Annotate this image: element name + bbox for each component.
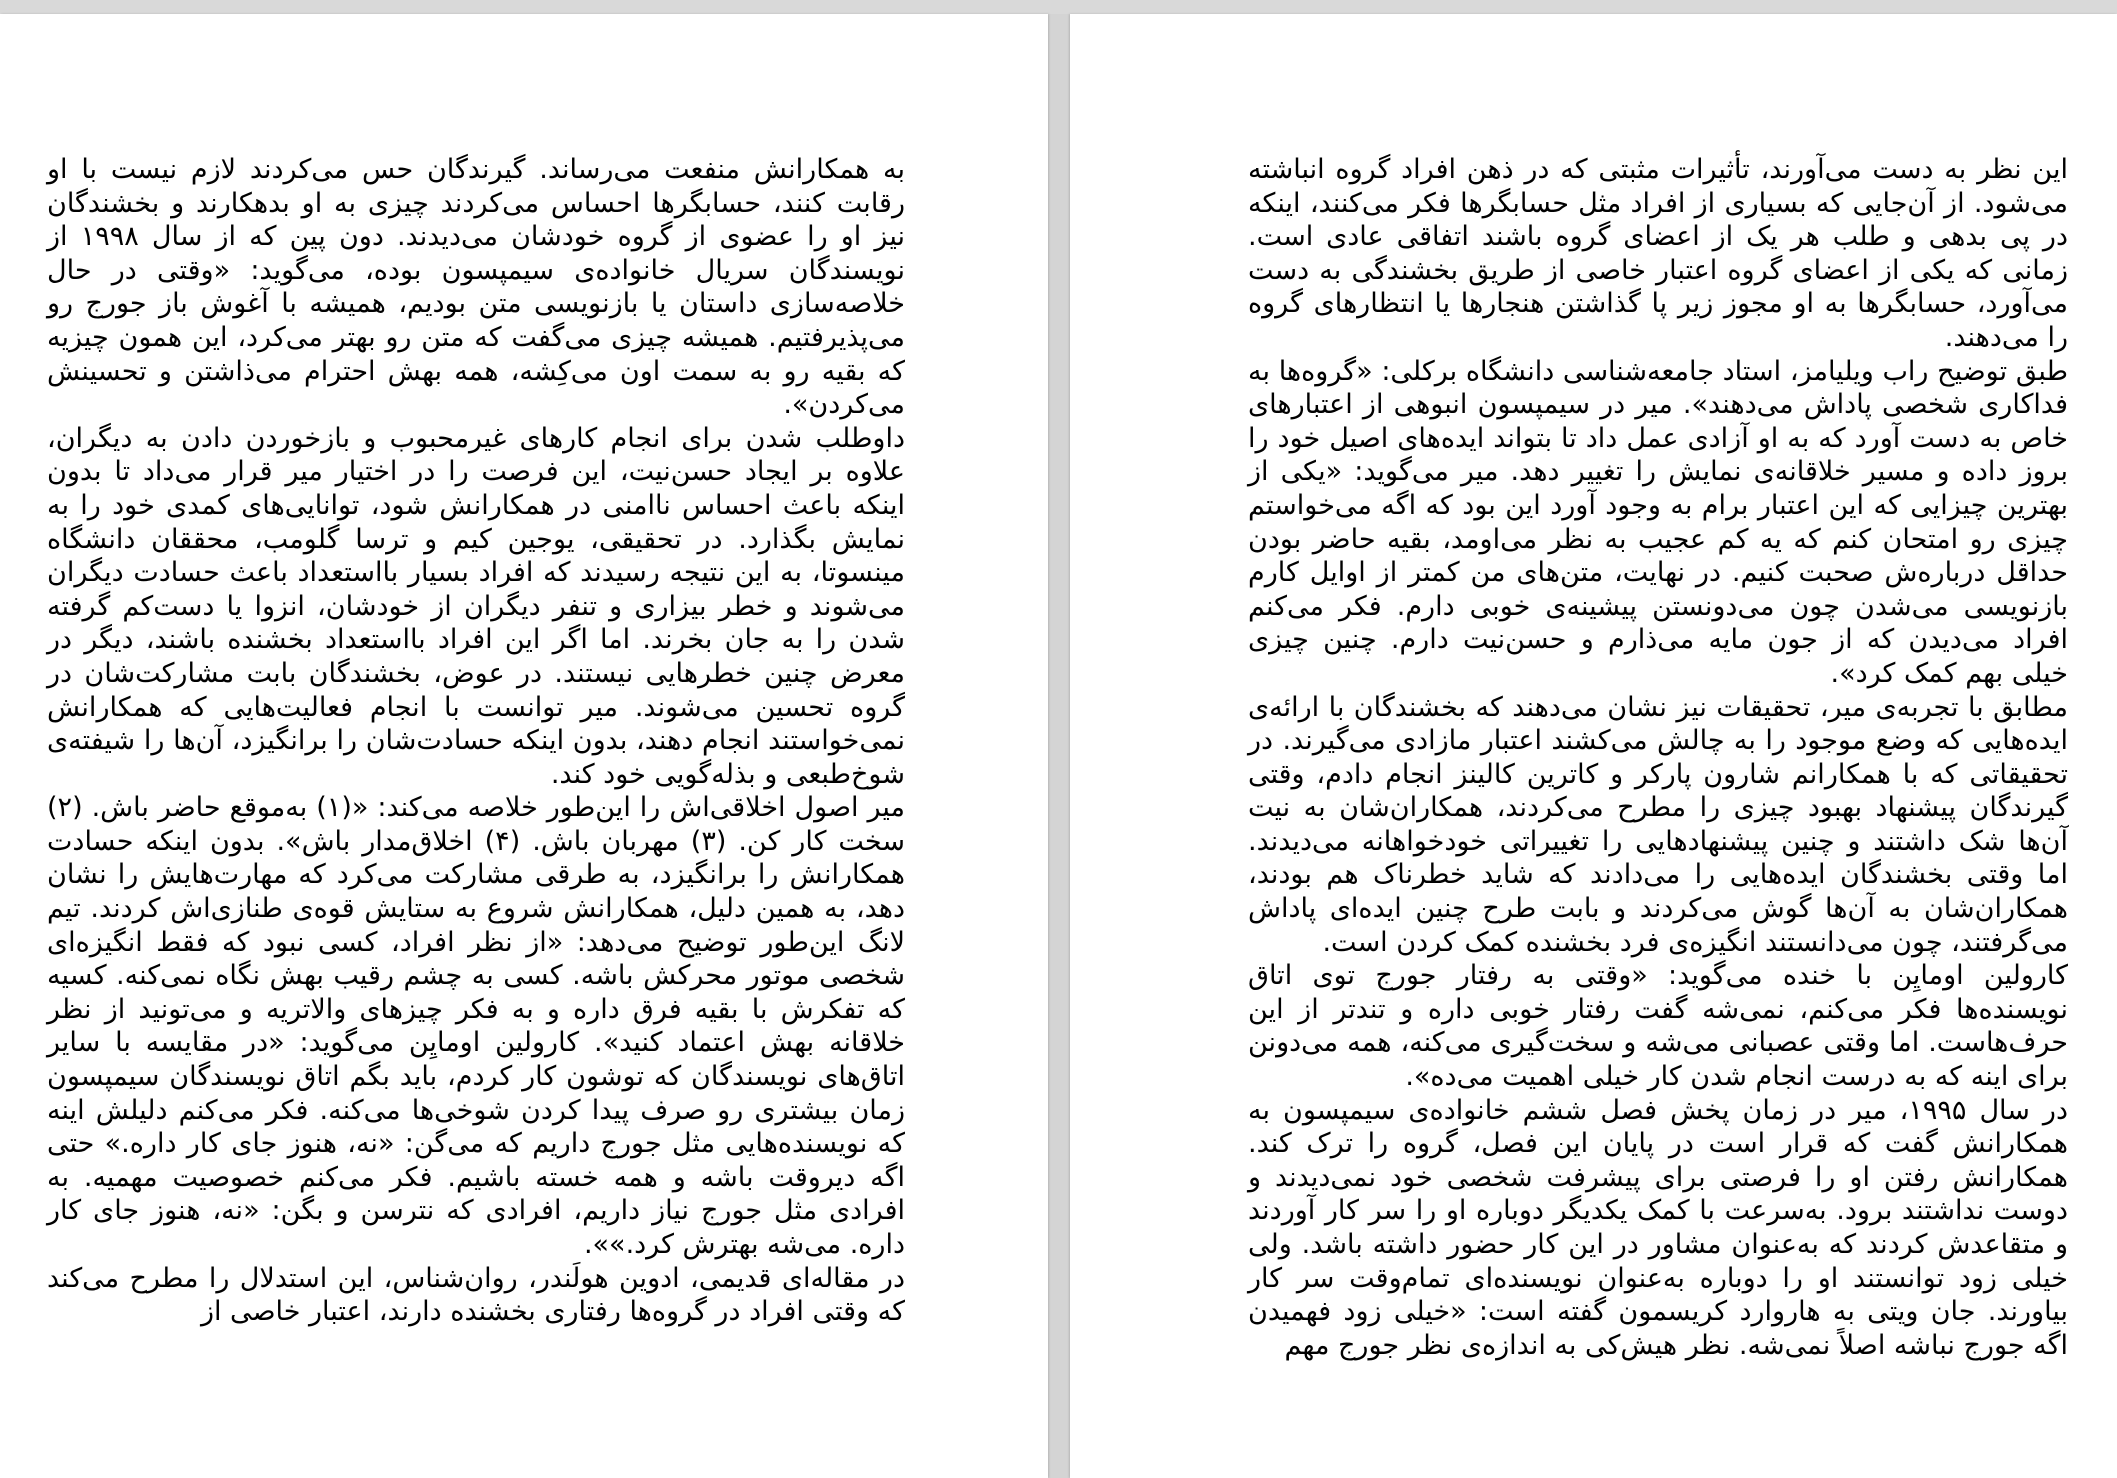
paragraph: در سال ۱۹۹۵، میر در زمان پخش فصل ششم خانواده‌ی سیمپسون به همکارانش گفت که قرار است در پایان این فصل، گروه را ترک کند. همکارانش رفتن او را فرصتی برای پیشرفت شخصی خود نمی‌دیدند و دوست نداشتند برود. به‌سرعت با کمک یکدیگر دوباره او را سر کار آوردند و متقاعدش کردند که به‌عنوان مشاور در این کار حضور داشته باشد. ولی خیلی زود توانستند او را دوباره به‌عنوان نویسنده‌ای تمام‌وقت سر کار بیاورند. جان ویتی به هاروارد کریسمون گفته است: «خیلی زود فهمیدن اگه جورج نباشه اصلاً نمی‌شه. نظر هیش‌کی به اندازه‌ی نظر جورج مهم xyxy=(1248,1094,2068,1361)
paragraph: میر اصول اخلاقی‌اش را این‌طور خلاصه می‌کند: «(۱) به‌موقع حاضر باش. (۲) سخت کار کن. (۳) مهربان باش. (۴) اخلاق‌مدار باش». بدون اینکه حسادت همکارانش را برانگیزد، به طرقی مشارکت می‌کرد که مهارت‌هایش را نشان دهد، به همین دلیل، همکارانش شروع به ستایش قوه‌ی طنازی‌اش کردند. تیم لانگ این‌طور توضیح می‌دهد: «از نظر افراد، کسی نبود که فقط انگیزه‌ای شخصی موتور محرکش باشه. کسی به چشم رقیب بهش نگاه نمی‌کنه. کسیه که تفکرش با بقیه فرق داره و به فکر چیزهای والاتریه و می‌تونید از نظر خلاقانه بهش اعتماد کنید». کارولین اومایِن می‌گوید: «در مقایسه با سایر اتاق‌های نویسندگان که توشون کار کردم، باید بگم اتاق نویسندگان سیمپسون زمان بیشتری رو صرف پیدا کردن شوخی‌ها می‌کنه. فکر می‌کنم دلیلش اینه که نویسنده‌هایی مثل جورج داریم که می‌گن: «نه، هنوز جای کار داره.» حتی اگه دیروقت باشه و همه خسته باشیم. فکر می‌کنم خصوصیت مهمیه. به افرادی مثل جورج نیاز داریم، افرادی که نترسن و بگن: «نه، هنوز جای کار داره. می‌شه بهترش کرد.»». xyxy=(47,792,905,1260)
page-left xyxy=(0,14,1048,1478)
paragraph: این نظر به دست می‌آورند، تأثیرات مثبتی که در ذهن افراد گروه انباشته می‌شود. از آن‌جایی که بسیاری از افراد مثل حسابگرها فکر می‌کنند، اینکه در پی بدهی و طلب هر یک از اعضای گروه باشند اتفاقی عادی است. زمانی که یکی از اعضای گروه اعتبار خاصی از طریق بخشندگی به دست می‌آورد، حسابگرها به او مجوز زیر پا گذاشتن هنجارها یا انتظارهای گروه را می‌دهند. xyxy=(1248,154,2068,353)
paragraph: در مقاله‌ای قدیمی، ادوین هولَندر، روان‌شناس، این استدلال را مطرح می‌کند که وقتی افراد در گروه‌ها رفتاری بخشنده دارند، اعتبار خاصی از xyxy=(47,1262,905,1328)
paragraph: به همکارانش منفعت می‌رساند. گیرندگان حس می‌کردند لازم نیست با او رقابت کنند، حسابگرها احساس می‌کردند چیزی به او بدهکارند و بخشندگان نیز او را عضوی از گروه خودشان می‌دیدند. دون پین که از سال ۱۹۹۸ از نویسندگان سریال خانواده‌ی سیمپسون بوده، می‌گوید: «وقتی در حال خلاصه‌سازی داستان یا بازنویسی متن بودیم، همیشه با آغوش باز جورج رو می‌پذیرفتیم. همیشه چیزی می‌گفت که متن رو بهتر می‌کرد، این همون چیزیه که بقیه رو به سمت اون می‌کِشه، همه بهش احترام می‌ذاشتن و تحسینش می‌کردن». xyxy=(47,154,905,421)
paragraph: مطابق با تجربه‌ی میر، تحقیقات نیز نشان می‌دهند که بخشندگان با ارائه‌ی ایده‌هایی که وضع موجود را به چالش می‌کشند اعتبار مازادی می‌گیرند. در تحقیقاتی که با همکارانم شارون پارکر و کاترین کالینز انجام دادم، وقتی گیرندگان پیشنهاد بهبود چیزی را مطرح می‌کردند، همکاران‌شان به نیت آن‌ها شک داشتند و چنین پیشنهادهایی را تغییراتی خودخواهانه می‌دیدند. اما وقتی بخشندگان ایده‌هایی را می‌دادند که شاید خطرناک هم بودند، همکاران‌شان به آن‌ها گوش می‌کردند و بابت طرح چنین ایده‌ای پاداش می‌گرفتند، چون می‌دانستند انگیزه‌ی فرد بخشنده کمک کردن است. xyxy=(1248,691,2068,958)
paragraph: داوطلب شدن برای انجام کارهای غیرمحبوب و بازخوردن دادن به دیگران، علاوه بر ایجاد حسن‌نیت، این فرصت را در اختیار میر قرار می‌داد تا بدون اینکه باعث احساس ناامنی در همکارانش شود، توانایی‌های کمدی خود را به نمایش بگذارد. در تحقیقی، یوجین کیم و ترسا گلومب، محققان دانشگاه مینسوتا، به این نتیجه رسیدند که افراد بسیار بااستعداد باعث حسادت دیگران می‌شوند و خطر بیزاری و تنفر دیگران از خودشان، انزوا یا دست‌کم گرفته شدن را به جان بخرند. اما اگر این افراد بااستعداد بخشنده باشند، دیگر در معرض چنین خطرهایی نیستند. در عوض، بخشندگان بابت مشارکت‌شان در گروه تحسین می‌شوند. میر توانست با انجام فعالیت‌هایی که همکارانش نمی‌خواستند انجام دهند، بدون اینکه حسادت‌شان را برانگیزد، آن‌ها را شیفته‌ی شوخ‌طبعی و بذله‌گویی خود کند. xyxy=(47,422,905,790)
viewer-top-strip xyxy=(0,0,2117,14)
paragraph: کارولین اومایِن با خنده می‌گوید: «وقتی به رفتار جورج توی اتاق نویسنده‌ها فکر می‌کنم، نمی‌شه گفت رفتار خوبی داره و تندتر از این حرف‌هاست. اما وقتی عصبانی می‌شه و سخت‌گیری می‌کنه، همه می‌دونن برای اینه که به درست انجام شدن کار خیلی اهمیت می‌ده». xyxy=(1248,960,2068,1093)
page-left-text xyxy=(47,153,905,1329)
paragraph: طبق توضیح راب ویلیامز، استاد جامعه‌شناسی دانشگاه برکلی: «گروه‌ها به فداکاری شخصی پاداش می‌دهند». میر در سیمپسون انبوهی از اعتبارهای خاص به دست آورد که به او آزادی عمل داد تا بتواند ایده‌های اصیل خود را بروز داده و مسیر خلاقانه‌ی نمایش را تغییر دهد. میر می‌گوید: «یکی از بهترین چیزایی که این اعتبار برام به وجود آورد این بود که اگه می‌خواستم چیزی رو امتحان کنم که یه کم عجیب به نظر می‌اومد، بقیه حاضر بودن حداقل درباره‌ش صحبت کنیم. در نهایت، متن‌های من کمتر از اوایل کارم بازنویسی می‌شدن چون می‌دونستن پیشینه‌ی خوبی دارم. فکر می‌کنم افراد می‌دیدن که از جون مایه می‌ذارم و حسن‌نیت دارم. چنین چیزی خیلی بهم کمک کرد». xyxy=(1248,355,2068,689)
page-right-text xyxy=(1248,153,2068,1362)
page-right xyxy=(1070,14,2117,1478)
